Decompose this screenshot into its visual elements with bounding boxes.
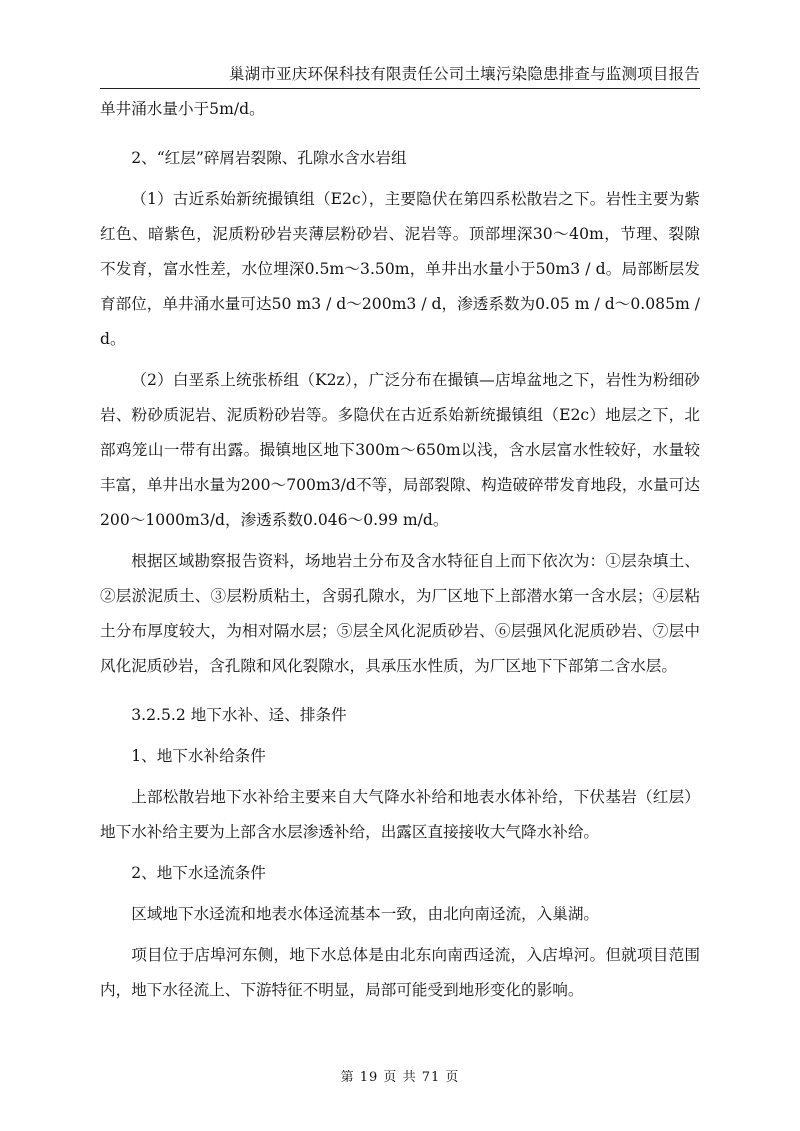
section-red-layer-aquifer: 2、“红层”碎屑岩裂隙、孔隙水含水岩组 — [131, 149, 407, 167]
paragraph-site-strata: 根据区域勘察报告资料，场地岩土分布及含水特征自上而下依次为：①层杂填土、②层淤泥质土、③层粉质粘土，含弱孔隙水，为厂区地下上部潜水第一含水层；④层粘土分布厚度较大，为相对隔水层；⑤层全风化泥质砂岩、⑥层强风化泥质砂岩、⑦层中风化泥质砂岩，含孔隙和风化裂隙水，具承压水性质，为厂区地下下部第二含水层。 — [100, 552, 700, 675]
section-heading-3-2-5-2: 3.2.5.2 地下水补、迳、排条件 — [131, 706, 347, 724]
paragraph-k2z-formation: （2）白垩系上统张桥组（K2z），广泛分布在撮镇—店埠盆地之下，岩性为粉细砂岩、粉砂质泥岩、泥质粉砂岩等。多隐伏在古近系始新统撮镇组（E2c）地层之下，北部鸡笼山一带有出露。撮镇地区地下300m～650m以浅，含水层富水性较好，水量较丰富，单井出水量为200～700m3/d不等，局部裂隙、构造破碎带发育地段，水量可达200～1000m3/d，渗透系数0.046～0.99 m/d。 — [100, 371, 700, 529]
paragraph-well-yield: 单井涌水量小于5m/d。 — [100, 100, 265, 118]
subsection-runoff-conditions: 2、地下水迳流条件 — [131, 864, 266, 882]
report-header-title: 巢湖市亚庆环保科技有限责任公司土壤污染隐患排查与监测项目报告 — [228, 65, 700, 83]
page-number: 第 19 页 共 71 页 — [340, 1070, 460, 1085]
header-divider — [100, 88, 700, 89]
paragraph-regional-runoff: 区域地下水迳流和地表水体迳流基本一致，由北向南迳流，入巢湖。 — [131, 905, 600, 923]
paragraph-e2c-formation: （1）古近系始新统撮镇组（E2c），主要隐伏在第四系松散岩之下。岩性主要为紫红色、暗紫色，泥质粉砂岩夹薄层粉砂岩、泥岩等。顶部埋深30～40m，节理、裂隙不发育，富水性差，水位埋深0.5m～3.50m，单井出水量小于50m3 / d。局部断层发育部位，单井涌水量可达50 m3 / d～200m3 / d，渗透系数为0.05 m / d～0.085m / d。 — [100, 190, 700, 348]
paragraph-recharge: 上部松散岩地下水补给主要来自大气降水补给和地表水体补给，下伏基岩（红层）地下水补给主要为上部含水层渗透补给，出露区直接接收大气降水补给。 — [100, 788, 700, 841]
paragraph-project-runoff: 项目位于店埠河东侧，地下水总体是由北东向南西迳流，入店埠河。但就项目范围内，地下水径流上、下游特征不明显，局部可能受到地形变化的影响。 — [100, 946, 700, 999]
subsection-recharge-conditions: 1、地下水补给条件 — [131, 747, 266, 765]
document-body — [100, 92, 700, 1008]
